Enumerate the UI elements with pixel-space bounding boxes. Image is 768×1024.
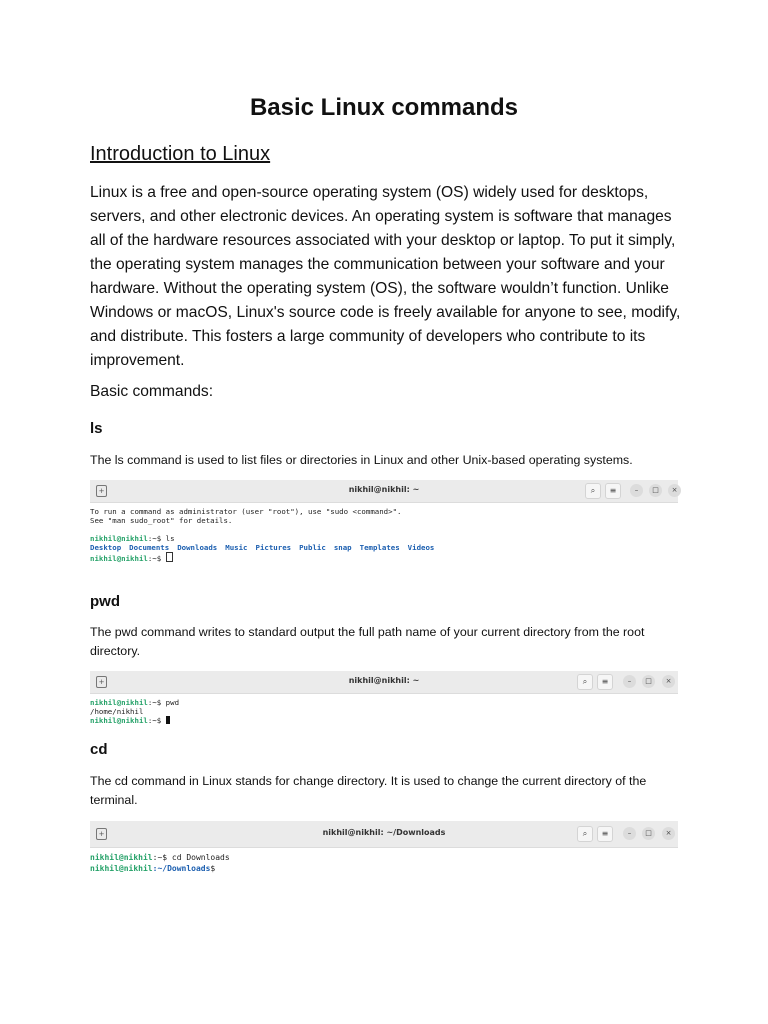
close-icon[interactable]: × (662, 827, 675, 840)
basic-commands-label: Basic commands: (90, 383, 214, 400)
maximize-icon[interactable]: □ (642, 827, 655, 840)
search-icon[interactable]: ⌕ (585, 483, 601, 499)
minimize-icon[interactable]: – (623, 675, 636, 688)
cd-heading: cd (90, 741, 108, 758)
dir-entry: Music (225, 543, 248, 552)
command-output: /home/nikhil (90, 707, 144, 716)
pwd-heading: pwd (90, 593, 120, 610)
cd-terminal-titlebar (90, 821, 678, 848)
maximize-icon[interactable]: □ (642, 675, 655, 688)
prompt-suffix: :~$ (147, 534, 166, 543)
prompt-user: nikhil@nikhil (90, 853, 153, 862)
command-text: cd Downloads (171, 853, 230, 862)
search-icon[interactable]: ⌕ (577, 674, 593, 690)
pwd-terminal-output[interactable] (90, 694, 678, 725)
terminal-line: See "man sudo_root" for details. (90, 516, 233, 525)
ls-description: The ls command is used to list files or directories in Linux and other Unix-based operating systems. (90, 453, 633, 467)
close-icon[interactable]: × (668, 484, 681, 497)
pwd-terminal-title: nikhil@nikhil: ~ (348, 676, 420, 685)
directory-listing (90, 543, 678, 552)
ls-heading: ls (90, 420, 103, 437)
dir-entry: Templates (359, 543, 400, 552)
cursor (166, 552, 173, 562)
command-text: pwd (165, 698, 180, 707)
new-tab-icon[interactable]: + (96, 676, 107, 688)
pwd-description: The pwd command writes to standard output the full path name of your current directory from the root directory. (90, 625, 645, 658)
cursor (166, 716, 170, 724)
command-text: ls (165, 534, 175, 543)
close-icon[interactable]: × (662, 675, 675, 688)
prompt-user: nikhil@nikhil (90, 716, 148, 725)
page-title: Basic Linux commands (249, 94, 519, 121)
ls-terminal-titlebar (90, 480, 678, 503)
prompt-user: nikhil@nikhil (90, 864, 153, 873)
minimize-icon[interactable]: – (630, 484, 643, 497)
dir-entry: Public (299, 543, 326, 552)
prompt-suffix: :~$ (147, 716, 166, 725)
menu-icon[interactable]: ≡ (597, 674, 613, 690)
intro-heading: Introduction to Linux (90, 143, 271, 165)
prompt-user: nikhil@nikhil (90, 554, 148, 563)
cd-terminal-output[interactable] (90, 848, 678, 874)
dir-entry: Documents (129, 543, 170, 552)
new-tab-icon[interactable]: + (96, 828, 107, 840)
ls-terminal-title: nikhil@nikhil: ~ (348, 485, 420, 494)
dir-entry: Videos (407, 543, 435, 552)
terminal-line: To run a command as administrator (user "root"), use "sudo <command>". (90, 507, 402, 516)
dir-entry: Desktop (90, 543, 122, 552)
prompt-user: nikhil@nikhil (90, 534, 148, 543)
dir-entry: Pictures (255, 543, 292, 552)
prompt-suffix: :~$ (152, 853, 172, 862)
new-tab-icon[interactable]: + (96, 485, 107, 497)
dir-entry: snap (333, 543, 352, 552)
prompt-dollar: $ (210, 864, 216, 873)
prompt-suffix: :~$ (147, 698, 166, 707)
dir-entry: Downloads (177, 543, 218, 552)
intro-paragraph: Linux is a free and open-source operating system (OS) widely used for desktops, servers, and other electronic devices. An operating system is software that manages all of the hardware resources associated with your desktop or laptop. To put it simply, the operating system manages the communication between your software and your hardware. Without the operating system (OS), the software wouldn’t function. Unlike Windows or macOS, Linux's source code is freely available for anyone to see, modify, and distribute. This fosters a large community of developers who contribute to its improvement. (90, 184, 681, 369)
cd-description: The cd command in Linux stands for change directory. It is used to change the current directory of the terminal. (90, 774, 647, 807)
search-icon[interactable]: ⌕ (577, 826, 593, 842)
prompt-suffix: :~$ (147, 554, 166, 563)
cd-terminal-window (90, 821, 678, 879)
ls-terminal-window (90, 480, 678, 562)
prompt-path: :~/Downloads (152, 864, 211, 873)
prompt-user: nikhil@nikhil (90, 698, 148, 707)
ls-terminal-output[interactable] (90, 503, 678, 563)
menu-icon[interactable]: ≡ (597, 826, 613, 842)
pwd-terminal-titlebar (90, 671, 678, 694)
menu-icon[interactable]: ≡ (605, 483, 621, 499)
pwd-terminal-window (90, 671, 678, 727)
cd-terminal-title: nikhil@nikhil: ~/Downloads (322, 828, 446, 837)
minimize-icon[interactable]: – (623, 827, 636, 840)
maximize-icon[interactable]: □ (649, 484, 662, 497)
